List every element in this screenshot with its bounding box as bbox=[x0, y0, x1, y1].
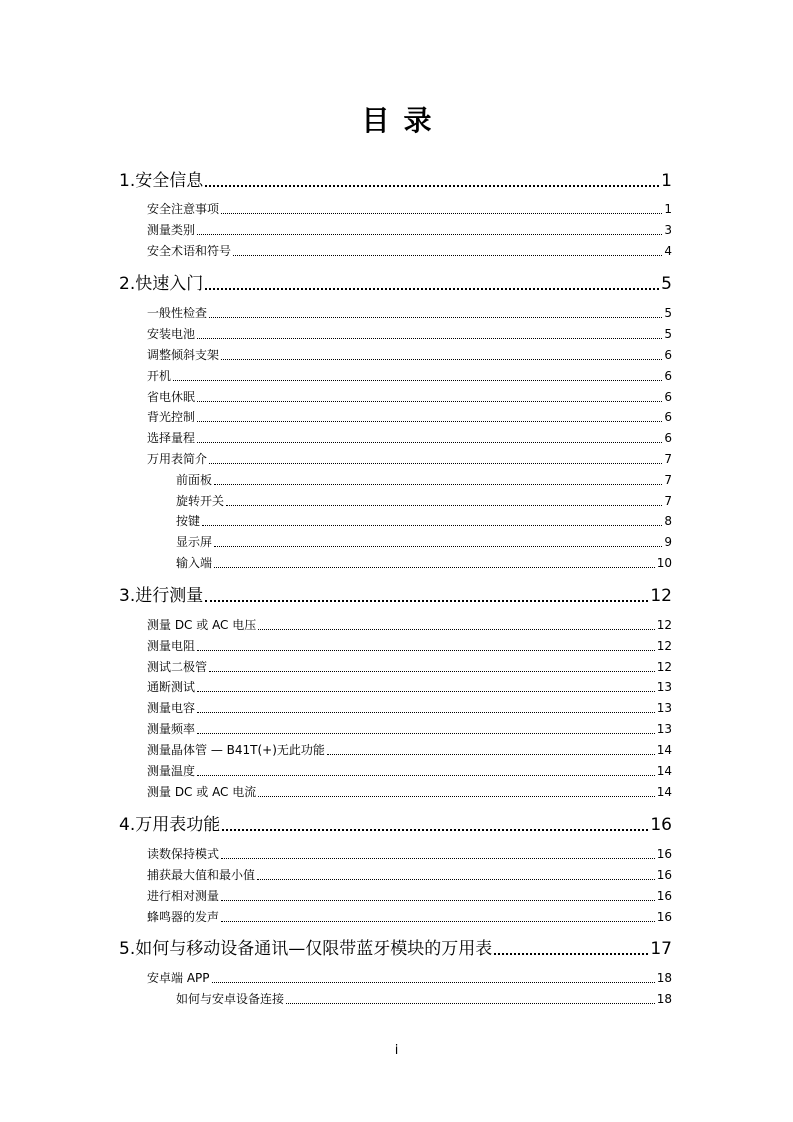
toc-entry-page-number: 18 bbox=[656, 971, 672, 985]
toc-entry-page-number: 1 bbox=[661, 171, 672, 191]
toc-chapter-entry[interactable] bbox=[119, 169, 672, 193]
toc-entry-label: 按键 bbox=[176, 514, 201, 528]
toc-entry-label: 蜂鸣器的发声 bbox=[147, 910, 220, 924]
toc-dot-leader bbox=[214, 546, 662, 547]
toc-section-entry[interactable] bbox=[147, 408, 672, 426]
toc-dot-leader bbox=[197, 775, 655, 776]
toc-dot-leader bbox=[222, 829, 648, 831]
toc-dot-leader bbox=[205, 600, 648, 602]
toc-section-entry[interactable] bbox=[147, 678, 672, 696]
toc-section-entry[interactable] bbox=[147, 866, 672, 884]
toc-section-entry[interactable] bbox=[147, 304, 672, 322]
toc-entry-page-number: 7 bbox=[664, 494, 672, 508]
toc-entry-page-number: 12 bbox=[656, 618, 672, 632]
toc-entry-page-number: 5 bbox=[661, 274, 672, 294]
toc-entry-label: 2.快速入门 bbox=[119, 274, 204, 294]
toc-dot-leader bbox=[197, 401, 662, 402]
toc-entry-label: 前面板 bbox=[176, 473, 213, 487]
toc-dot-leader bbox=[221, 921, 655, 922]
toc-entry-label: 通断测试 bbox=[147, 680, 196, 694]
toc-section-entry[interactable] bbox=[147, 887, 672, 905]
toc-dot-leader bbox=[257, 879, 655, 880]
toc-entry-page-number: 18 bbox=[656, 992, 672, 1006]
toc-entry-page-number: 14 bbox=[656, 764, 672, 778]
toc-entry-label: 旋转开关 bbox=[176, 494, 225, 508]
toc-dot-leader bbox=[209, 317, 662, 318]
toc-section-entry[interactable] bbox=[147, 325, 672, 343]
toc-entry-page-number: 16 bbox=[650, 815, 672, 835]
toc-entry-label: 选择量程 bbox=[147, 431, 196, 445]
toc-entry-label: 测量晶体管 — B41T(+)无此功能 bbox=[147, 743, 325, 757]
toc-entry-label: 测量 DC 或 AC 电压 bbox=[147, 618, 257, 632]
toc-dot-leader bbox=[197, 421, 662, 422]
toc-dot-leader bbox=[205, 185, 659, 187]
toc-entry-label: 测量电阻 bbox=[147, 639, 196, 653]
footer-page-number: i bbox=[394, 1043, 399, 1058]
toc-section-entry[interactable] bbox=[147, 699, 672, 717]
toc-chapter-entry[interactable] bbox=[119, 272, 672, 296]
toc-dot-leader bbox=[197, 691, 655, 692]
toc-entry-label: 进行相对测量 bbox=[147, 889, 220, 903]
toc-entry-page-number: 6 bbox=[664, 369, 672, 383]
toc-entry-page-number: 5 bbox=[664, 327, 672, 341]
toc-entry-page-number: 16 bbox=[656, 910, 672, 924]
toc-entry-label: 调整倾斜支架 bbox=[147, 348, 220, 362]
toc-entry-label: 背光控制 bbox=[147, 410, 196, 424]
toc-section-entry[interactable] bbox=[147, 200, 672, 218]
toc-subsection-entry[interactable] bbox=[176, 554, 672, 572]
toc-dot-leader bbox=[197, 234, 662, 235]
toc-entry-page-number: 6 bbox=[664, 410, 672, 424]
toc-entry-label: 万用表简介 bbox=[147, 452, 208, 466]
toc-dot-leader bbox=[173, 380, 662, 381]
toc-dot-leader bbox=[209, 671, 655, 672]
toc-entry-page-number: 1 bbox=[664, 202, 672, 216]
toc-entry-page-number: 16 bbox=[656, 889, 672, 903]
toc-entry-page-number: 10 bbox=[656, 556, 672, 570]
toc-entry-page-number: 12 bbox=[656, 660, 672, 674]
toc-dot-leader bbox=[221, 359, 662, 360]
toc-dot-leader bbox=[258, 796, 654, 797]
toc-dot-leader bbox=[202, 525, 662, 526]
toc-dot-leader bbox=[221, 858, 655, 859]
toc-entry-label: 输入端 bbox=[176, 556, 213, 570]
toc-chapter-entry[interactable] bbox=[119, 584, 672, 608]
toc-dot-leader bbox=[209, 463, 662, 464]
toc-section-entry[interactable] bbox=[147, 346, 672, 364]
toc-entry-label: 5.如何与移动设备通讯—仅限带蓝牙模块的万用表 bbox=[119, 939, 493, 959]
toc-entry-page-number: 4 bbox=[664, 244, 672, 258]
toc-dot-leader bbox=[258, 629, 654, 630]
toc-subsection-entry[interactable] bbox=[176, 471, 672, 489]
toc-entry-page-number: 13 bbox=[656, 722, 672, 736]
toc-section-entry[interactable] bbox=[147, 741, 672, 759]
toc-dot-leader bbox=[286, 1003, 655, 1004]
toc-section-entry[interactable] bbox=[147, 845, 672, 863]
toc-section-entry[interactable] bbox=[147, 367, 672, 385]
toc-dot-leader bbox=[197, 733, 655, 734]
toc-entry-page-number: 9 bbox=[664, 535, 672, 549]
toc-entry-page-number: 6 bbox=[664, 431, 672, 445]
toc-entry-page-number: 6 bbox=[664, 390, 672, 404]
toc-section-entry[interactable] bbox=[147, 429, 672, 447]
toc-entry-page-number: 3 bbox=[664, 223, 672, 237]
toc-dot-leader bbox=[197, 442, 662, 443]
toc-entry-label: 测量温度 bbox=[147, 764, 196, 778]
toc-entry-page-number: 5 bbox=[664, 306, 672, 320]
toc-section-entry[interactable] bbox=[147, 969, 672, 987]
toc-entry-page-number: 13 bbox=[656, 701, 672, 715]
toc-entry-page-number: 17 bbox=[650, 939, 672, 959]
toc-entry-label: 安全注意事项 bbox=[147, 202, 220, 216]
toc-subsection-entry[interactable] bbox=[176, 533, 672, 551]
toc-dot-leader bbox=[494, 953, 648, 955]
toc-section-entry[interactable] bbox=[147, 616, 672, 634]
toc-section-entry[interactable] bbox=[147, 908, 672, 926]
toc-entry-label: 1.安全信息 bbox=[119, 171, 204, 191]
toc-chapter-entry[interactable] bbox=[119, 937, 672, 961]
toc-dot-leader bbox=[197, 338, 662, 339]
toc-entry-page-number: 14 bbox=[656, 785, 672, 799]
toc-section-entry[interactable] bbox=[147, 637, 672, 655]
toc-chapter-entry[interactable] bbox=[119, 813, 672, 837]
toc-section-entry[interactable] bbox=[147, 450, 672, 468]
toc-dot-leader bbox=[214, 567, 655, 568]
toc-entry-label: 4.万用表功能 bbox=[119, 815, 221, 835]
toc-dot-leader bbox=[233, 255, 662, 256]
toc-entry-page-number: 16 bbox=[656, 868, 672, 882]
toc-subsection-entry[interactable] bbox=[176, 990, 672, 1008]
page-title: 目录 bbox=[361, 104, 446, 137]
toc-section-entry[interactable] bbox=[147, 221, 672, 239]
toc-entry-page-number: 16 bbox=[656, 847, 672, 861]
toc-entry-label: 开机 bbox=[147, 369, 172, 383]
toc-entry-label: 读数保持模式 bbox=[147, 847, 220, 861]
toc-dot-leader bbox=[212, 982, 655, 983]
toc-entry-page-number: 13 bbox=[656, 680, 672, 694]
toc-subsection-entry[interactable] bbox=[176, 492, 672, 510]
toc-entry-label: 测试二极管 bbox=[147, 660, 208, 674]
toc-entry-page-number: 12 bbox=[650, 586, 672, 606]
toc-entry-label: 如何与安卓设备连接 bbox=[176, 992, 285, 1006]
toc-entry-label: 测量电容 bbox=[147, 701, 196, 715]
toc-entry-page-number: 14 bbox=[656, 743, 672, 757]
toc-dot-leader bbox=[327, 754, 655, 755]
toc-entry-page-number: 7 bbox=[664, 452, 672, 466]
toc-subsection-entry[interactable] bbox=[176, 512, 672, 530]
toc-entry-page-number: 6 bbox=[664, 348, 672, 362]
toc-entry-label: 安装电池 bbox=[147, 327, 196, 341]
toc-entry-label: 一般性检查 bbox=[147, 306, 208, 320]
toc-dot-leader bbox=[214, 484, 662, 485]
toc-section-entry[interactable] bbox=[147, 242, 672, 260]
toc-entry-page-number: 12 bbox=[656, 639, 672, 653]
toc-entry-label: 安全术语和符号 bbox=[147, 244, 232, 258]
toc-dot-leader bbox=[197, 650, 655, 651]
toc-entry-label: 省电休眠 bbox=[147, 390, 196, 404]
toc-dot-leader bbox=[226, 505, 662, 506]
toc-section-entry[interactable] bbox=[147, 658, 672, 676]
toc-section-entry[interactable] bbox=[147, 388, 672, 406]
toc-section-entry[interactable] bbox=[147, 783, 672, 801]
toc-entry-label: 测量频率 bbox=[147, 722, 196, 736]
toc-dot-leader bbox=[197, 712, 655, 713]
toc-entry-page-number: 7 bbox=[664, 473, 672, 487]
toc-dot-leader bbox=[221, 213, 662, 214]
toc-section-entry[interactable] bbox=[147, 762, 672, 780]
toc-entry-label: 捕获最大值和最小值 bbox=[147, 868, 256, 882]
toc-dot-leader bbox=[205, 288, 659, 290]
toc-section-entry[interactable] bbox=[147, 720, 672, 738]
toc-entry-label: 安卓端 APP bbox=[147, 971, 210, 985]
toc-entry-label: 测量类别 bbox=[147, 223, 196, 237]
toc-entry-page-number: 8 bbox=[664, 514, 672, 528]
toc-entry-label: 测量 DC 或 AC 电流 bbox=[147, 785, 257, 799]
toc-dot-leader bbox=[221, 900, 655, 901]
toc-entry-label: 3.进行测量 bbox=[119, 586, 204, 606]
toc-entry-label: 显示屏 bbox=[176, 535, 213, 549]
